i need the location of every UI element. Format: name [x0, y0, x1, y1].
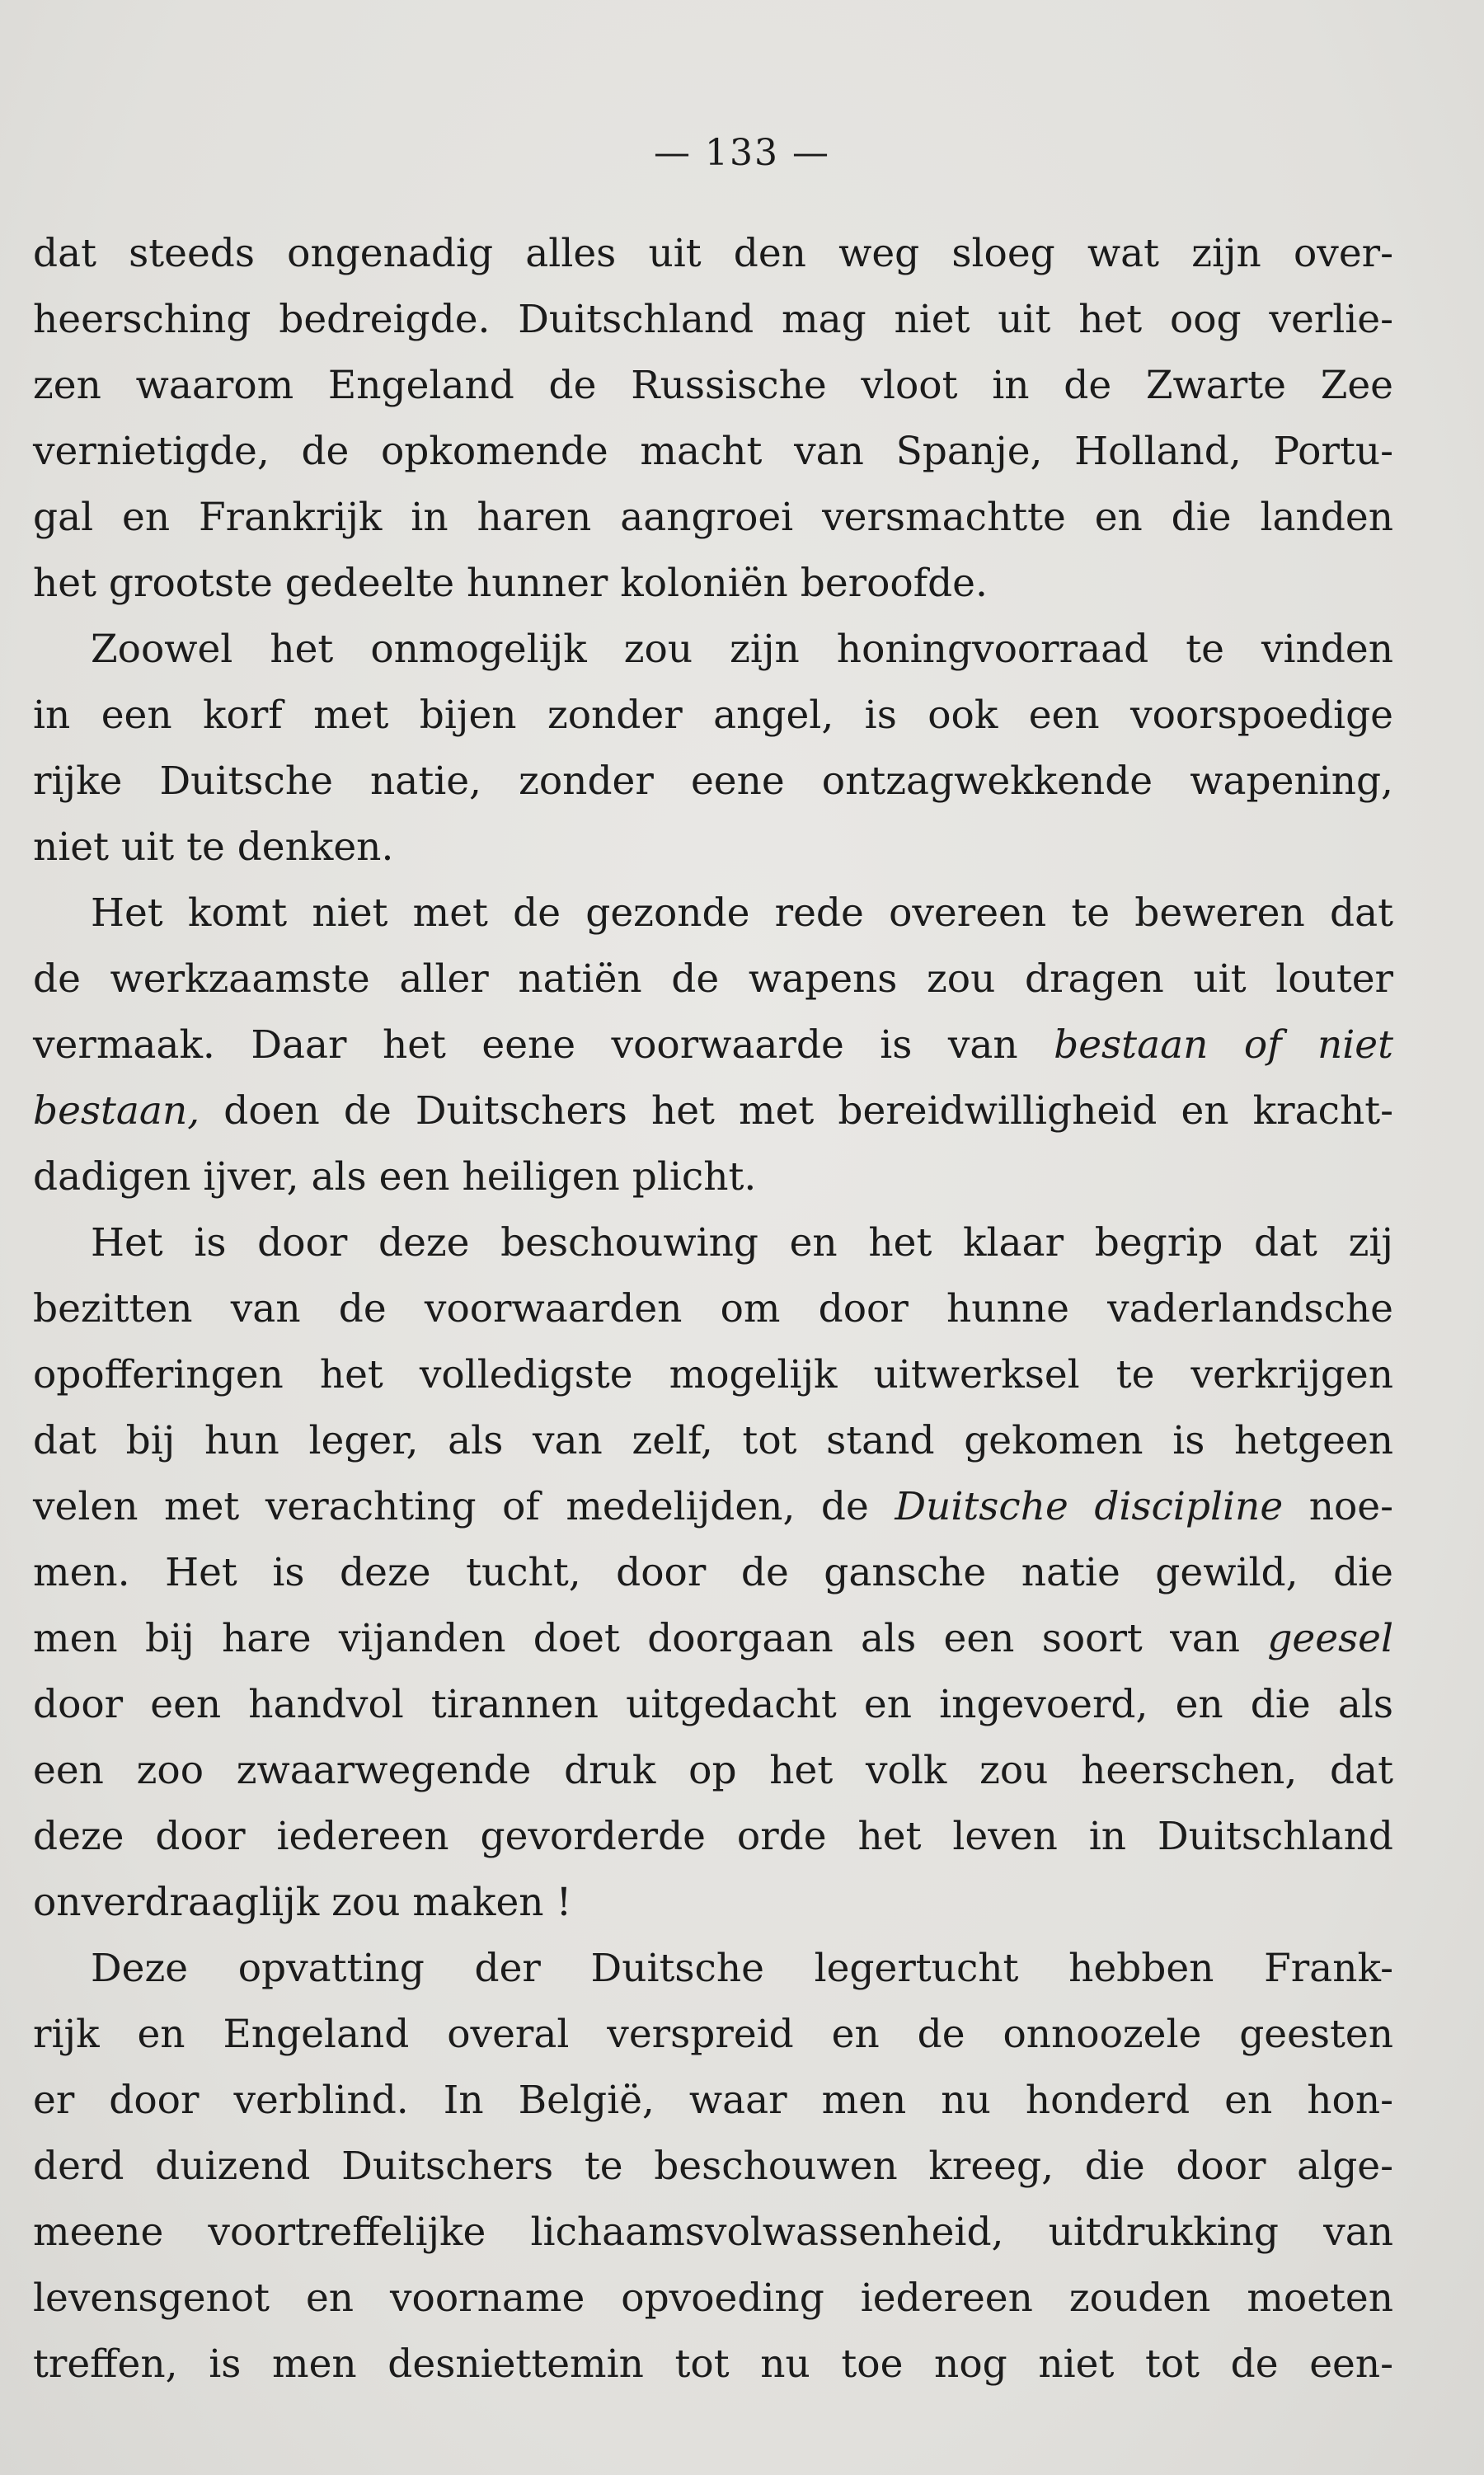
text-line: men. Het is deze tucht, door de gansche natie gewild, die — [33, 1550, 1393, 1595]
text-line: dat steeds ongenadig alles uit den weg sloeg wat zijn over- — [33, 231, 1393, 276]
text-line: er door verblind. In België, waar men nu honderd en hon- — [33, 2078, 1393, 2123]
text-segment: doen de Duitschers het met bereidwilligheid en kracht- — [223, 1088, 1393, 1134]
text-line: door een handvol tirannen uitgedacht en ingevoerd, en die als — [33, 1682, 1393, 1727]
text-line: Zoowel het onmogelijk zou zijn honingvoorraad te vinden — [91, 627, 1393, 672]
text-line: dat bij hun leger, als van zelf, tot stand gekomen is hetgeen — [33, 1418, 1393, 1463]
text-line: niet uit te denken. — [33, 824, 394, 870]
text-line: het grootste gedeelte hunner koloniën beroofde. — [33, 561, 988, 606]
italic-phrase: bestaan, — [33, 1088, 200, 1134]
text-line: opofferingen het volledigste mogelijk uitwerksel te verkrijgen — [33, 1352, 1393, 1397]
text-line: onverdraaglijk zou maken ! — [33, 1880, 572, 1925]
text-line: een zoo zwaarwegende druk op het volk zou heerschen, dat — [33, 1748, 1393, 1793]
text-line: bezitten van de voorwaarden om door hunne vaderlandsche — [33, 1286, 1393, 1331]
text-line: levensgenot en voorname opvoeding iedereen zouden moeten — [33, 2275, 1393, 2321]
text-line: treffen, is men desniettemin tot nu toe nog niet tot de een- — [33, 2341, 1393, 2387]
text-line — [33, 1078, 1393, 1144]
text-segment: noe- — [1308, 1484, 1393, 1529]
text-line: meene voortreffelijke lichaamsvolwassenheid, uitdrukking van — [33, 2210, 1393, 2255]
page-number: — 133 — — [654, 132, 830, 174]
text-line: derd duizend Duitschers te beschouwen kreeg, die door algе- — [33, 2144, 1393, 2189]
text-line: Het komt niet met de gezonde rede overeen te beweren dat — [91, 890, 1393, 936]
text-line: in een korf met bijen zonder angel, is ook een voorspoedige — [33, 693, 1393, 738]
text-line: rijke Duitsche natie, zonder eene ontzagwekkende wapening, — [33, 758, 1393, 804]
text-line: vernietigde, de opkomende macht van Spanje, Holland, Portu- — [33, 429, 1393, 474]
text-line — [33, 1606, 1393, 1672]
text-line — [33, 1012, 1393, 1078]
text-line: rijk en Engeland overal verspreid en de onnoozele geesten — [33, 2012, 1393, 2057]
text-segment: velen met verachting of medelijden, de — [33, 1484, 869, 1529]
text-line: Deze opvatting der Duitsche legertucht hebben Frank- — [91, 1946, 1393, 1991]
text-line: deze door iedereen gevorderde orde het leven in Duitschland — [33, 1814, 1393, 1859]
italic-phrase: geesel — [1267, 1616, 1393, 1661]
text-line: zen waarom Engeland de Russische vloot in de Zwarte Zee — [33, 363, 1393, 408]
italic-phrase: bestaan of niet — [1054, 1022, 1393, 1068]
text-line: Het is door deze beschouwing en het klaar begrip dat zij — [91, 1220, 1393, 1266]
text-segment: vermaak. Daar het eene voorwaarde is van — [33, 1022, 1018, 1068]
text-line: de werkzaamste aller natiën de wapens zou dragen uit louter — [33, 956, 1393, 1002]
text-line: dadigen ijver, als een heiligen plicht. — [33, 1154, 757, 1200]
text-line — [33, 1474, 1393, 1540]
body-text — [33, 221, 1393, 2398]
text-line: heersching bedreigde. Duitschland mag niet uit het oog verlie- — [33, 297, 1393, 342]
italic-phrase: Duitsche discipline — [895, 1484, 1284, 1529]
text-segment: men bij hare vijanden doet doorgaan als een soort van — [33, 1616, 1240, 1661]
text-line: gal en Frankrijk in haren aangroei versmachtte en die landen — [33, 495, 1393, 540]
